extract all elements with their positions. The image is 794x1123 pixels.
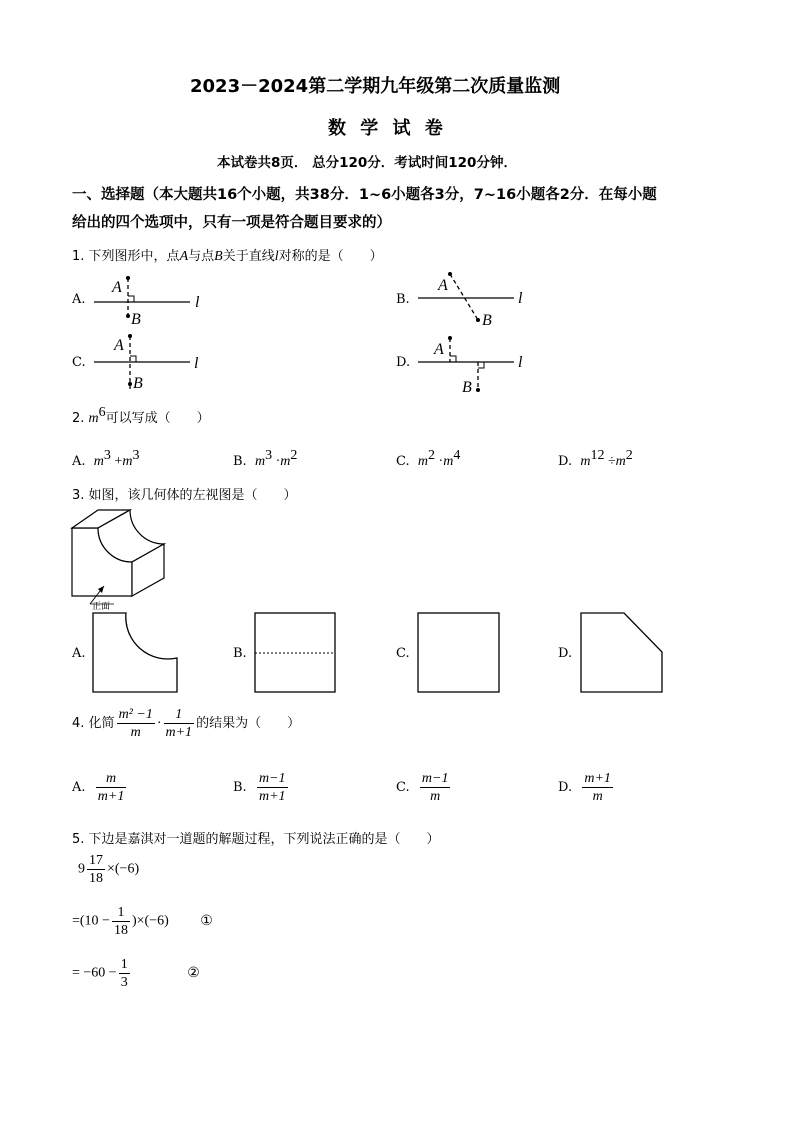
label-a: A bbox=[434, 341, 444, 358]
stem-text: 如图，该几何体的左视图是（ ） bbox=[88, 488, 297, 503]
numerator: 17 bbox=[89, 853, 103, 868]
label-b: B bbox=[133, 375, 143, 392]
denominator: 18 bbox=[89, 871, 103, 886]
option-label: B. bbox=[233, 454, 247, 469]
solution-line-1 bbox=[78, 852, 139, 887]
q1-figure-d bbox=[414, 330, 544, 395]
stem-text: 化简 bbox=[88, 716, 115, 731]
q2-option-d[interactable] bbox=[558, 448, 633, 470]
label-l: l bbox=[518, 354, 523, 371]
expression: =(10 − bbox=[72, 913, 110, 929]
stem-text: 的结果为（ ） bbox=[196, 716, 301, 731]
exp: 4 bbox=[453, 448, 461, 463]
point-b: B bbox=[214, 249, 223, 264]
numerator: 1 bbox=[112, 904, 130, 922]
question-number: 3. bbox=[72, 488, 85, 503]
exponent: 6 bbox=[98, 405, 106, 420]
term: m bbox=[93, 454, 104, 469]
denominator: 18 bbox=[113, 923, 128, 938]
exp: 2 bbox=[290, 448, 298, 463]
label-a: A bbox=[112, 279, 122, 296]
exp: 2 bbox=[625, 448, 633, 463]
label-a: A bbox=[438, 277, 448, 294]
q3-option-a-label[interactable]: A. bbox=[72, 646, 86, 661]
denominator: m bbox=[592, 789, 603, 804]
question-number: 4. bbox=[72, 716, 85, 731]
fraction bbox=[119, 956, 130, 991]
q2-option-b[interactable] bbox=[233, 448, 297, 470]
denominator: m+1 bbox=[165, 725, 193, 740]
fraction bbox=[112, 904, 130, 939]
question-number: 2. bbox=[72, 411, 85, 426]
label-l: l bbox=[518, 290, 523, 307]
term: m bbox=[580, 454, 591, 469]
question-4-stem bbox=[72, 706, 300, 741]
section-heading-line-1: 一、选择题（本大题共16个小题，共38分．1~6小题各3分，7~16小题各2分．在每小题 bbox=[72, 187, 657, 203]
operator: ÷ bbox=[604, 454, 616, 469]
numerator: 1 bbox=[164, 706, 195, 724]
exam-info: 本试卷共8页． 总分120分．考试时间120分钟． bbox=[217, 155, 517, 171]
solution-line-2 bbox=[72, 904, 213, 939]
solution-line-3 bbox=[72, 956, 200, 991]
expression: ×(−6) bbox=[107, 861, 140, 877]
q4-option-d[interactable] bbox=[558, 770, 615, 805]
fraction bbox=[582, 770, 613, 805]
q1-figure-b bbox=[414, 268, 544, 328]
q3-view-d bbox=[580, 612, 666, 694]
q2-option-a[interactable] bbox=[72, 448, 139, 470]
q4-option-a[interactable] bbox=[72, 770, 128, 805]
denominator: 3 bbox=[120, 975, 128, 990]
question-1-stem bbox=[72, 245, 383, 265]
q1-option-a-label[interactable]: A. bbox=[72, 292, 86, 307]
q3-option-b-label[interactable]: B. bbox=[233, 646, 247, 661]
q1-option-c-label[interactable]: C. bbox=[72, 355, 86, 370]
option-label: B. bbox=[233, 780, 247, 795]
fraction bbox=[87, 852, 105, 887]
q1-option-d-label[interactable]: D. bbox=[396, 355, 411, 370]
q4-option-b[interactable] bbox=[233, 770, 290, 805]
q3-view-a bbox=[92, 612, 182, 694]
fraction bbox=[164, 706, 195, 741]
operator: + bbox=[110, 454, 123, 469]
term: m bbox=[443, 454, 454, 469]
stem-text: 可以写成（ ） bbox=[105, 411, 210, 426]
page-title: 2023－2024第二学期九年级第二次质量监测 bbox=[190, 76, 561, 97]
numerator: m−1 bbox=[421, 771, 449, 786]
exp: 12 bbox=[590, 448, 605, 463]
q3-view-b bbox=[254, 612, 339, 694]
fraction bbox=[420, 770, 451, 805]
fraction bbox=[96, 770, 127, 805]
q3-option-c-label[interactable]: C. bbox=[396, 646, 410, 661]
denominator: m bbox=[130, 725, 141, 740]
stem-text: 与点 bbox=[188, 249, 215, 264]
denominator: m+1 bbox=[258, 789, 286, 804]
expression: = −60 − bbox=[72, 965, 117, 981]
stem-text: 关于直线 bbox=[222, 249, 275, 264]
option-label: A. bbox=[72, 780, 86, 795]
whole-part: 9 bbox=[78, 861, 85, 877]
label-b: B bbox=[131, 311, 141, 328]
step-marker: ② bbox=[187, 965, 200, 981]
numerator: m−1 bbox=[258, 771, 286, 786]
exp: 3 bbox=[265, 448, 273, 463]
q4-option-c[interactable] bbox=[396, 770, 452, 805]
option-label: C. bbox=[396, 780, 410, 795]
term: m bbox=[280, 454, 291, 469]
page-subtitle: 数 学 试 卷 bbox=[328, 118, 447, 139]
option-label: C. bbox=[396, 454, 410, 469]
exp: 2 bbox=[428, 448, 436, 463]
label-l: l bbox=[194, 355, 199, 372]
question-number: 5. bbox=[72, 832, 85, 847]
stem-text: 下列图形中，点 bbox=[88, 249, 180, 264]
numerator: m bbox=[96, 770, 127, 788]
label-l: l bbox=[195, 294, 200, 311]
exp: 3 bbox=[132, 448, 140, 463]
q1-figure-a bbox=[90, 272, 220, 327]
question-3-stem bbox=[72, 484, 297, 503]
q2-option-c[interactable] bbox=[396, 448, 460, 470]
q1-figure-c bbox=[90, 332, 220, 392]
section-heading-line-2: 给出的四个选项中，只有一项是符合题目要求的） bbox=[72, 215, 391, 231]
stem-text: 对称的是（ ） bbox=[278, 249, 383, 264]
step-marker: ① bbox=[200, 913, 213, 929]
exp: 3 bbox=[103, 448, 111, 463]
numerator: 1 bbox=[120, 957, 128, 972]
numerator: m+1 bbox=[584, 771, 611, 786]
operator: · bbox=[435, 454, 444, 469]
fraction bbox=[257, 770, 288, 805]
question-2-stem bbox=[72, 405, 210, 427]
q3-solid-figure bbox=[68, 506, 178, 616]
term: m bbox=[615, 454, 626, 469]
option-label: D. bbox=[558, 780, 573, 795]
q3-view-c bbox=[417, 612, 502, 694]
operator: · bbox=[272, 454, 281, 469]
stem-text: 下边是嘉淇对一道题的解题过程，下列说法正确的是（ ） bbox=[88, 832, 440, 847]
label-b: B bbox=[482, 312, 492, 329]
line-l: l bbox=[274, 249, 279, 264]
question-number: 1. bbox=[72, 249, 85, 264]
label-b: B bbox=[462, 379, 472, 396]
label-a: A bbox=[114, 337, 124, 354]
term: m bbox=[254, 454, 266, 469]
denominator: m+1 bbox=[97, 789, 125, 804]
denominator: m bbox=[430, 789, 441, 804]
option-label: D. bbox=[558, 454, 573, 469]
expression: )×(−6) bbox=[131, 913, 169, 929]
point-a: A bbox=[179, 249, 189, 264]
option-label: A. bbox=[72, 454, 86, 469]
q3-option-d-label[interactable]: D. bbox=[558, 646, 573, 661]
term: m bbox=[417, 454, 429, 469]
base: m bbox=[88, 411, 99, 426]
term: m bbox=[122, 454, 133, 469]
front-view-label: 正面 bbox=[92, 602, 111, 612]
operator: · bbox=[156, 716, 162, 731]
q1-option-b-label[interactable]: B. bbox=[396, 292, 410, 307]
question-5-stem bbox=[72, 828, 440, 847]
fraction bbox=[117, 706, 155, 741]
numerator: m² −1 bbox=[118, 707, 153, 722]
